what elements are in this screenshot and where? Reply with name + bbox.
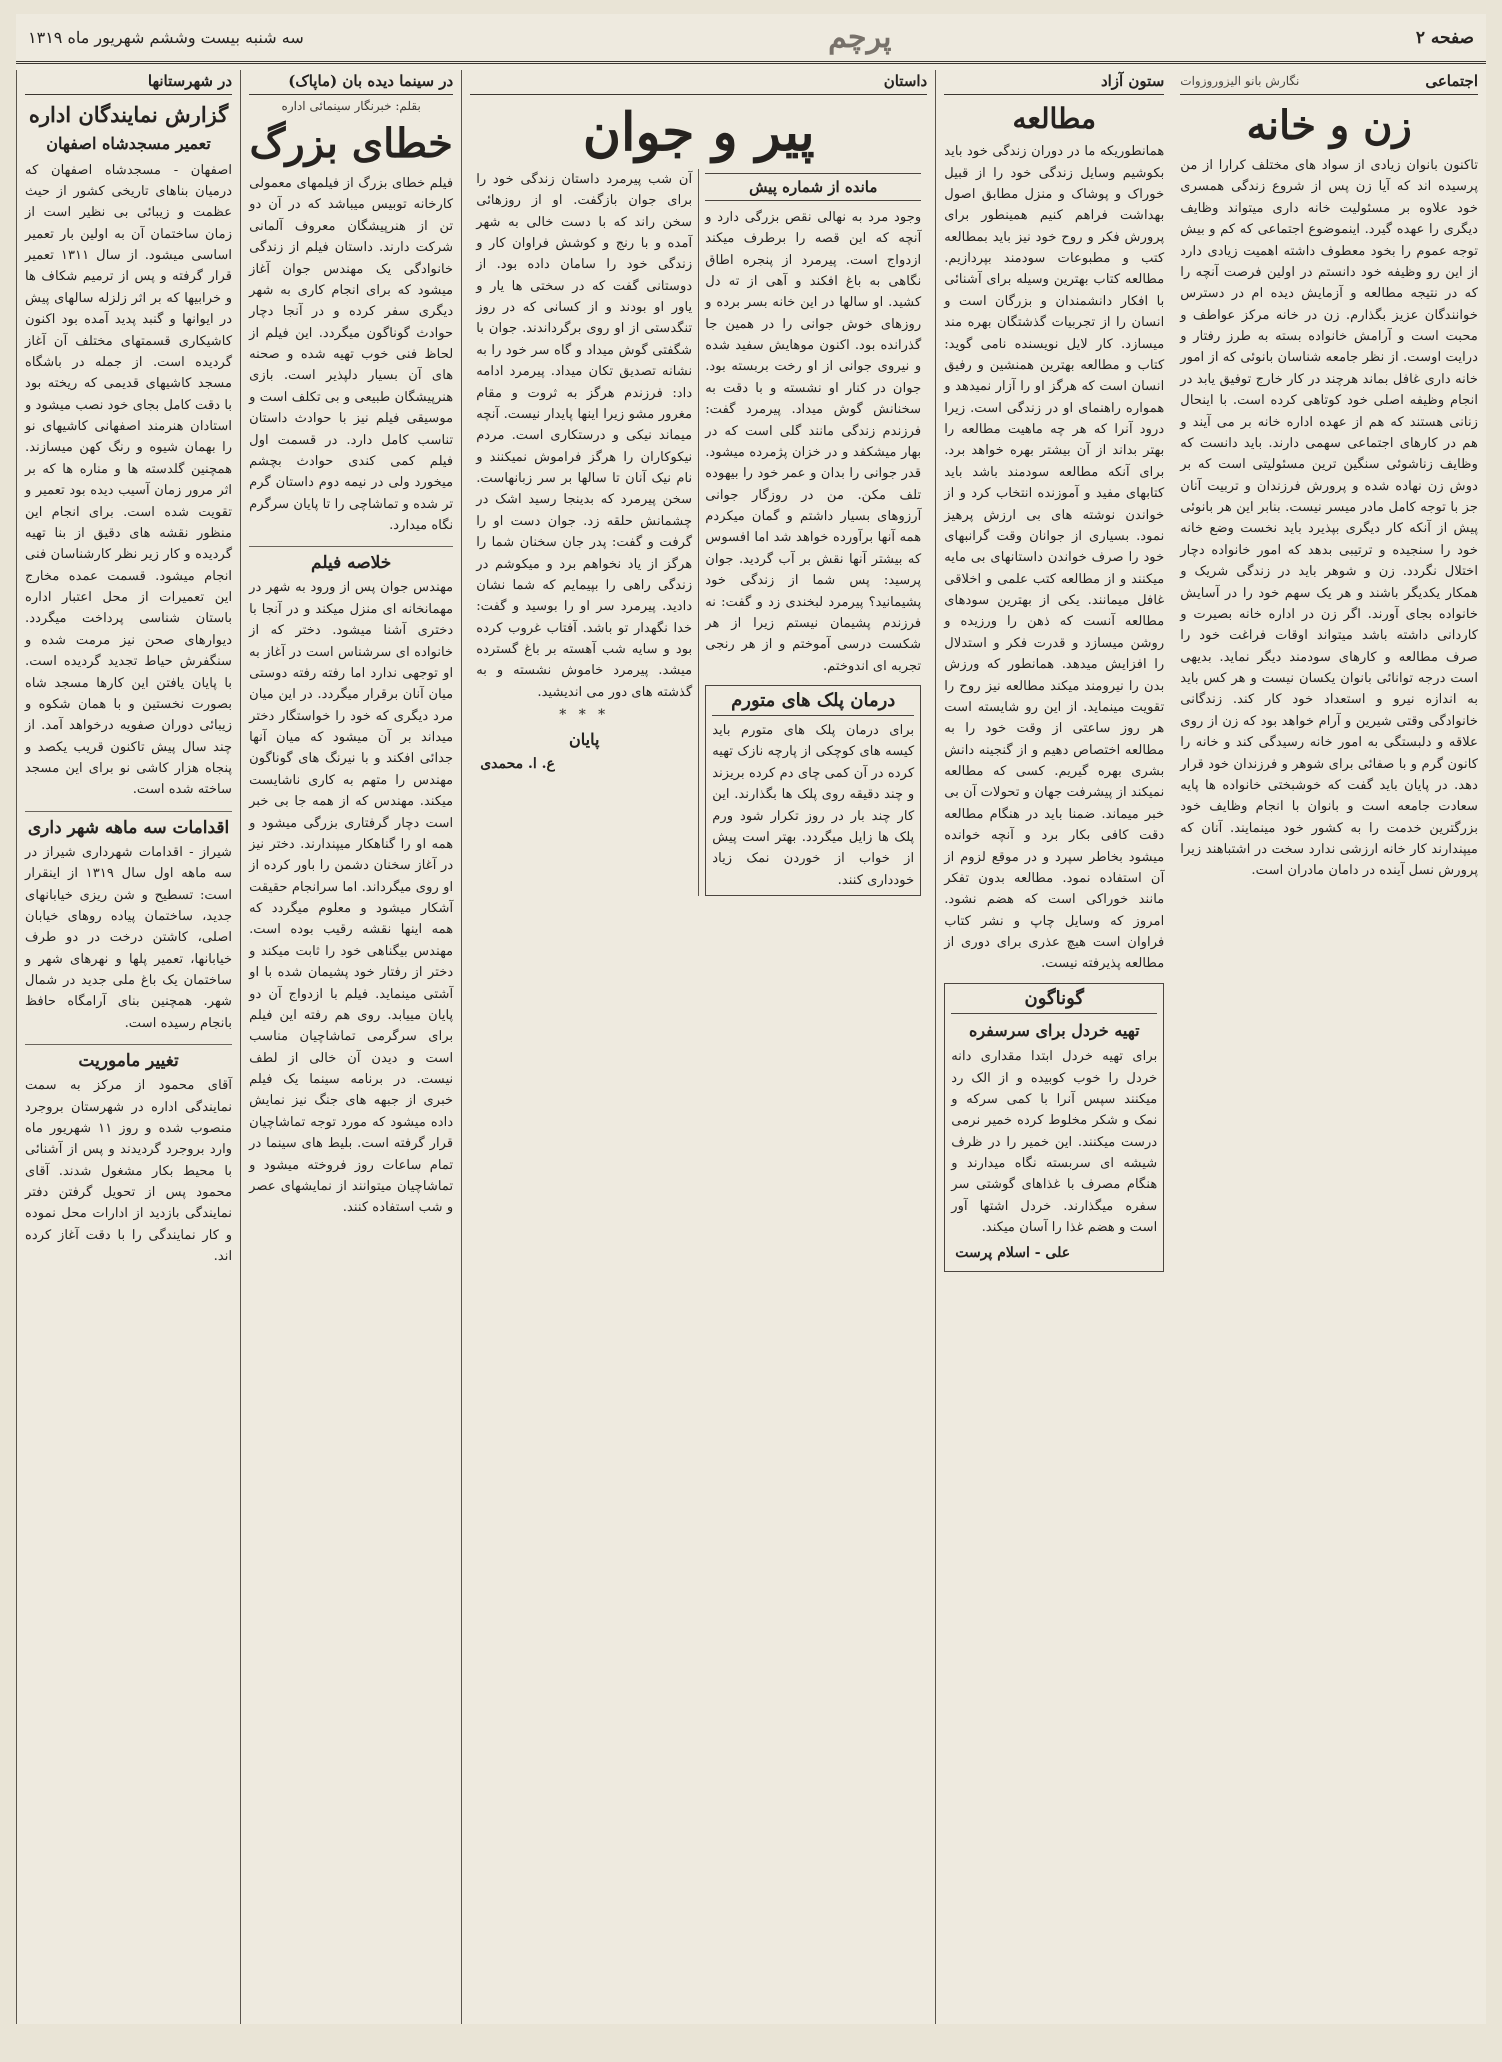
health-box-title: درمان پلک های متورم: [712, 690, 914, 716]
author-line: بقلم: خبرنگار سینمائی اداره: [281, 99, 421, 113]
article-body: اصفهان - مسجدشاه اصفهان که درمیان بناهای تاریخی کشور از حیث عظمت و زیبائی بی نظیر است از زمان ساختمان آن به اولین بار تعمیر اساسی میشود. از سال ۱۳۱۱ تعمیر قرار گرفته و پس از ترمیم شکاف ها و خرابیها که بر اثر زلزله سالهای پیش در ایوانها و گنبد پدید آمده بود اکنون کاشیکاری قسمتهای مختلف آن آغاز گردیده است. از جمله در باشگاه مسجد کاشیهای قدیمی که ریخته بود با دقت کامل بجای خود نصب میشود و استادان هنرمند اصفهانی کاشیهای نو را بهمان شیوه و رنگ کهن میسازند. همچنین گلدسته ها و مناره ها که بر اثر مرور زمان آسیب دیده بود تعمیر و تقویت شده است. برای انجام این منظور نقشه های دقیق از بنا تهیه گردیده و کار زیر نظر کارشناسان فنی انجام میشود. قسمت عمده مخارج این تعمیرات از محل اعتبار اداره باستان شناسی پرداخت میگردد. دیوارهای صحن نیز مرمت شده و سنگفرش حیاط تجدید گردیده است. با پایان یافتن این کارها مسجد شاه بصورت نخستین و با همان شکوه و زیبائی دوران صفویه درخواهد آمد. از چند سال پیش تاکنون قریب یکصد و پنجاه هزار کاشی نو برای این مسجد ساخته شده است.: [25, 162, 233, 798]
story-body-b: آن شب پیرمرد داستان زندگی خود را برای جوان بازگفت. او از روزهائی سخن راند که با دست خالی به شهر آمده و با رنج و کوشش فراوان کار و زندگی خود را سامان داده بود. از دوستانی گفت که در سختی ها یار و یاور او بودند و از کسانی که در روز تنگدستی از او روی برگرداندند. جوان با شگفتی گوش میداد و گاه سر خود را به نشانه تصدیق تکان میداد. پیرمرد ادامه داد: فرزندم هرگز به ثروت و مقام مغرور مشو زیرا اینها پایدار نیست. آنچه میماند نیکی و درستکاری است. مردم نیکوکاران را هرگز فراموش نمیکنند و نام نیک آنان تا سالها بر سر زبانهاست. سخن پیرمرد که بدینجا رسید اشک در چشمانش حلقه زد. جوان دست او را گرفت و گفت: پدر جان سخنان شما را هرگز از یاد نخواهم برد و میکوشم در زندگی راهی را بپیمایم که شما نشان دادید. پیرمرد سر او را بوسید و گفت: خدا نگهدار تو باشد. آفتاب غروب کرده بود و سایه شب آهسته بر باغ گسترده میشد. پیرمرد خاموش نشسته و به گذشته های دور می اندیشید.: [476, 171, 693, 700]
section-category: اجتماعی: [1425, 72, 1478, 90]
column-header: [1180, 70, 1478, 95]
article-subtitle: تعمیر مسجدشاه اصفهان: [46, 134, 211, 154]
story-part-a: [699, 169, 927, 896]
section2-body: شیراز - اقدامات شهرداری شیراز در سه ماهه اول سال ۱۳۱۹ از اینقرار است: تسطیح و شن ریزی خیابانهای جدید، ساختمان پیاده روهای خیابان اصلی، کاشتن درخت در دو طرف خیابانها، تعمیر پلها و نهرهای شهر و ساختمان یک باغ ملی جدید در شمال شهر. همچنین بنای آرامگاه حافظ بانجام رسیده است.: [25, 844, 233, 1031]
section-category: در شهرستانها: [147, 72, 233, 90]
column-header: [944, 70, 1164, 95]
separator-stars: * * *: [559, 707, 610, 724]
section-category: داستان: [883, 72, 928, 90]
section-category: ستون آزاد: [1100, 72, 1165, 90]
article-title: مطالعه: [1012, 102, 1097, 135]
article-body: فیلم خطای بزرگ از فیلمهای معمولی کارخانه توبیس میباشد که در آن دو تن از هنرپیشگان معروف آلمانی شرکت دارند. داستان فیلم از زندگی خانوادگی یک مهندس جوان آغاز میشود که برای انجام کاری به شهر دیگری سفر کرده و در آنجا دچار حوادث گوناگون میگردد. این فیلم از لحاظ فنی خوب تهیه شده و صحنه های آن بسیار دلپذیر است. بازی هنرپیشگان طبیعی و بی تکلف است و موسیقی فیلم نیز با حوادث داستان تناسب کامل دارد. در قسمت اول فیلم کمی کندی حوادث بچشم میخورد ولی در نیمه دوم داستان گرم تر شده و تماشاچی را تا پایان سرگرم نگاه میدارد.: [249, 176, 454, 533]
column-social: [1172, 70, 1486, 2024]
issue-date: سه شنبه بیست وششم شهریور ماه ۱۳۱۹: [28, 28, 304, 47]
summary-body: مهندس جوان پس از ورود به شهر در مهمانخانه ای منزل میکند و در آنجا با دختری آشنا میشود. دختر که از خانواده ای سرشناس است در آغاز به او توجهی ندارد اما رفته رفته دوستی میان آنان برقرار میگردد. در این میان مرد دیگری که خود را خواستگار دختر میداند بر آن میشود که میان آنها جدائی افکند و با نیرنگ های گوناگون مهندس را متهم به کاری ناشایست میکند. مهندس که از همه جا بی خبر است دچار گرفتاری بزرگی میشود و همه او را گناهکار میپندارند. دختر نیز در آغاز سخنان دشمن را باور کرده از او روی میگرداند. اما سرانجام حقیقت آشکار میشود و معلوم میگردد که همه اینها نقشه رقیب بوده است. مهندس بیگناهی خود را ثابت میکند و دختر از رفتار خود پشیمان شده با او آشتی مینماید. فیلم با ازدواج آن دو پایان مییابد. روی هم رفته این فیلم برای سرگرمی تماشاچیان مناسب است و دیدن آن خالی از لطف نیست. در برنامه سینما یک فیلم خبری از جبهه های جنگ نیز نمایش داده میشود که مورد توجه تماشاچیان قرار گرفته است. بلیط های سینما در تمام ساعات روز فروخته میشود و تماشاچیان میتوانند از نمایشهای عصر و شب استفاده کنند.: [249, 580, 454, 1216]
column-header: [25, 70, 232, 95]
column-opinion: [935, 70, 1172, 2024]
misc-box-title: گوناگون: [951, 988, 1157, 1014]
serial-note: مانده از شماره پیش: [705, 173, 921, 201]
page-number: صفحه ۲: [1415, 27, 1474, 48]
signature: علی - اسلام پرست: [955, 1244, 1071, 1261]
misc-box-body: برای تهیه خردل ابتدا مقداری دانه خردل را خوب کوبیده و از الک رد میکنند سپس آنرا با کمی سرکه و نمک و شکر مخلوط کرده خمیر نرمی درست میکنند. این خمیر را در ظرف شیشه ای سربسته نگاه میدارند و هنگام مصرف با غذاهای گوشتی سر سفره میگذارند. خردل اشتها آور است و هضم غذا را آسان میکند.: [951, 1049, 1158, 1236]
page-header: [16, 14, 1486, 64]
column-cities: [16, 70, 240, 2024]
column-header: [470, 70, 927, 95]
article-title: زن و خانه: [1246, 102, 1412, 149]
newspaper-page: [16, 14, 1486, 2024]
article-title: گزارش نمایندگان اداره: [28, 102, 229, 127]
article-body: همانطوریکه ما در دوران زندگی خود باید بکوشیم وسایل زندگی خود را از قبیل خوراک و پوشاک و منزل مطابق اصول بهداشت فراهم کنیم همینطور برای پرورش فکر و روح خود نیز باید بمطالعه کتب و مطبوعات سودمند بپردازیم. مطالعه کتاب بهترین وسیله برای آشنائی با افکار دانشمندان و بزرگان است و انسان را از تجربیات گذشتگان بهره مند میسازد. کار لایل نویسنده نامی گوید: کتاب و مطالعه بهترین همنشین و رفیق انسان است که هرگز او را آزار نمیدهد و همواره راهنمای او در زندگی است. زیرا درود آنرا که هر چه ماهیت مطالعه را بهتر بداند از آن بیشتر بهره خواهد برد. برای آنکه مطالعه سودمند باشد باید کتابهای مفید و آموزنده انتخاب کرد و از خواندن نوشته های بی ارزش پرهیز نمود. بسیاری از جوانان وقت گرانبهای خود را صرف خواندن داستانهای بی مایه میکنند و از مطالعه کتب علمی و اخلاقی غافل میمانند. یکی از بهترین سودهای مطالعه آنست که ذهن را ورزیده و روشن میسازد و قدرت فکر و استدلال را افزایش میدهد. همانطور که ورزش بدن را نیرومند میکند مطالعه نیز روح را تقویت مینماید. از این رو شایسته است هر روز ساعتی از وقت خود را به مطالعه اختصاص دهیم و از گنجینه دانش بشری بهره گیریم. کسی که مطالعه نمیکند از پیشرفت جهان و تحولات آن بی خبر میماند. ضمنا باید در هنگام مطالعه دقت کافی بکار برد و آنچه خوانده میشود بخاطر سپرد و در موقع لزوم از آن استفاده نمود. مطالعه بدون تفکر مانند خوراکی است که هضم نشود. امروز که وسایل چاپ و نشر کتاب فراوان است هیچ عذری برای دوری از مطالعه پذیرفته نیست.: [944, 144, 1165, 972]
columns: [16, 70, 1486, 2024]
health-box-body: برای درمان پلک های متورم باید کیسه های کوچکی از پارچه نازک تهیه کرده در آن کمی چای دم کرده بریزند و چند دقیقه روی پلک ها بگذارند. این کار چند بار در روز تکرار شود ورم پلک ها زایل میگردد. بهتر است پیش از خواب از خوردن نمک زیاد خودداری کنند.: [712, 723, 915, 888]
story-title: پیر و جوان: [582, 102, 815, 163]
story-part-b: [470, 169, 699, 896]
masthead-logo: پرچم: [828, 20, 892, 55]
column-header: [249, 70, 453, 95]
story-columns: [470, 169, 927, 896]
section3-body: آقای محمود از مرکز به سمت نمایندگی اداره در شهرستان بروجرد منصوب شده و روز ۱۱ شهریور ماه وارد بروجرد گردیدند و پس از آشنائی با محیط بکار مشغول شدند. آقای محمود پس از تحویل گرفتن دفتر نمایندگی بازدید از ادارات محل نموده و کار نمایندگی را با دقت آغاز کرده اند.: [25, 1078, 233, 1265]
article-body: تاکنون بانوان زیادی از سواد های مختلف کرارا از من پرسیده اند که آیا زن پس از شروع زندگی همسری خود علاوه بر مسئولیت خانه داری میتواند وظایف دیگری را عهده گیرد. اینموضوع اجتماعی که کم و بیش توجه عموم را بخود معطوف داشته اهمیت زیادی دارد از این رو وظیفه خود دانستم در اولین فرصت آنچه را که در نتیجه مطالعه و آزمایش دیده ام در دسترس خوانندگان عزیز بگذارم. زن در خانه مرکز عواطف و محبت است و آرامش خانواده بسته به طرز رفتار و درایت اوست. از نظر جامعه شناسان بانوئی که از امور خانه داری غافل بماند هرچند در کار خارج توفیق یابد در انجام وظیفه اصلی خود کوتاهی کرده است. با اینحال زنانی هستند که هم از عهده اداره خانه بر می آیند و هم در کارهای اجتماعی سهمی دارند. باید دانست که وظایف زناشوئی سنگین ترین مسئولیتی است که بر دوش زن نهاده شده و پرورش فرزندان و تربیت آنان جز با توجه کامل مادر میسر نیست. بنابر این هر بانوئی پیش از آنکه کار دیگری بپذیرد باید نخست وضع خانه خود را سنجیده و ترتیبی بدهد که امور خانواده دچار اختلال نگردد. زن و شوهر باید در زندگی شریک و همکار یکدیگر باشند و هر یک سهم خود را در آسایش خانواده بجای آورند. اگر زن در اداره خانه بصیرت و کاردانی داشته باشد میتواند اوقات فراغت خود را صرف مطالعه و کارهای سودمند دیگر نماید. بدیهی است درجه توانائی بانوان یکسان نیست و هر کس باید به اندازه نیرو و استعداد خود کار کند. زندگانی خانوادگی وقتی شیرین و آرام خواهد بود که زن از روی علاقه و دلبستگی به امور خانه رسیدگی کند و خانه را کانون گرم و با صفائی برای شوهر و فرزندان خود قرار دهد. در پایان باید گفت که خوشبختی خانواده ها پایه سعادت جامعه است و بانوان با انجام وظایف خود بزرگترین خدمت را به کشور خود مینمایند. آنان که میپندارند کار خانه ارزشی ندارد سخت در اشتباهند زیرا پرورش نسل آینده در دامان مادران است.: [1180, 158, 1478, 879]
summary-title: خلاصه فیلم: [249, 546, 453, 573]
column-story: [461, 70, 935, 2024]
section-category: در سینما دیده بان (ماپاک): [288, 72, 454, 90]
section3-title: تغییر ماموریت: [25, 1044, 232, 1071]
story-body-a: وجود مرد به نهالی نقص بزرگی دارد و آنچه که این قصه را برطرف میکند ازدواج است. پیرمرد از پنجره اطاق نگاهی به باغ افکند و آهی از ته دل کشید. او سالها در این خانه بسر برده و روزهای خوش جوانی را در همین جا گذرانده بود. اکنون موهایش سفید شده و نیروی جوانی از او رخت بربسته بود. جوان در کنار او نشسته و با دقت به سخنانش گوش میداد. پیرمرد گفت: فرزندم زندگی مانند گلی است که در بهار میشکفد و در خزان پژمرده میشود. قدر جوانی را بدان و عمر خود را بیهوده تلف مکن. من در روزگار جوانی آرزوهای بسیار داشتم و گمان میکردم همه آنها برآورده خواهد شد اما افسوس که بیشتر آنها نقش بر آب گردید. جوان پرسید: پس شما از زندگی خود پشیمانید؟ پیرمرد لبخندی زد و گفت: نه فرزندم پشیمان نیستم زیرا از هر شکست درسی آموختم و از هر رنجی تجربه ای اندوختم.: [705, 209, 922, 674]
author-line: نگارش بانو الیزوروزوات: [1180, 74, 1300, 88]
story-ending: پایان: [569, 730, 600, 750]
health-box: [705, 685, 921, 896]
misc-box: [944, 983, 1164, 1272]
column-cinema: [240, 70, 461, 2024]
article-title: خطای بزرگ: [249, 120, 453, 167]
story-signature: ع. ا. محمدی: [480, 755, 555, 772]
section2-title: اقدامات سه ماهه شهر داری: [25, 811, 232, 838]
misc-box-subtitle: تهیه خردل برای سرسفره: [968, 1020, 1140, 1040]
